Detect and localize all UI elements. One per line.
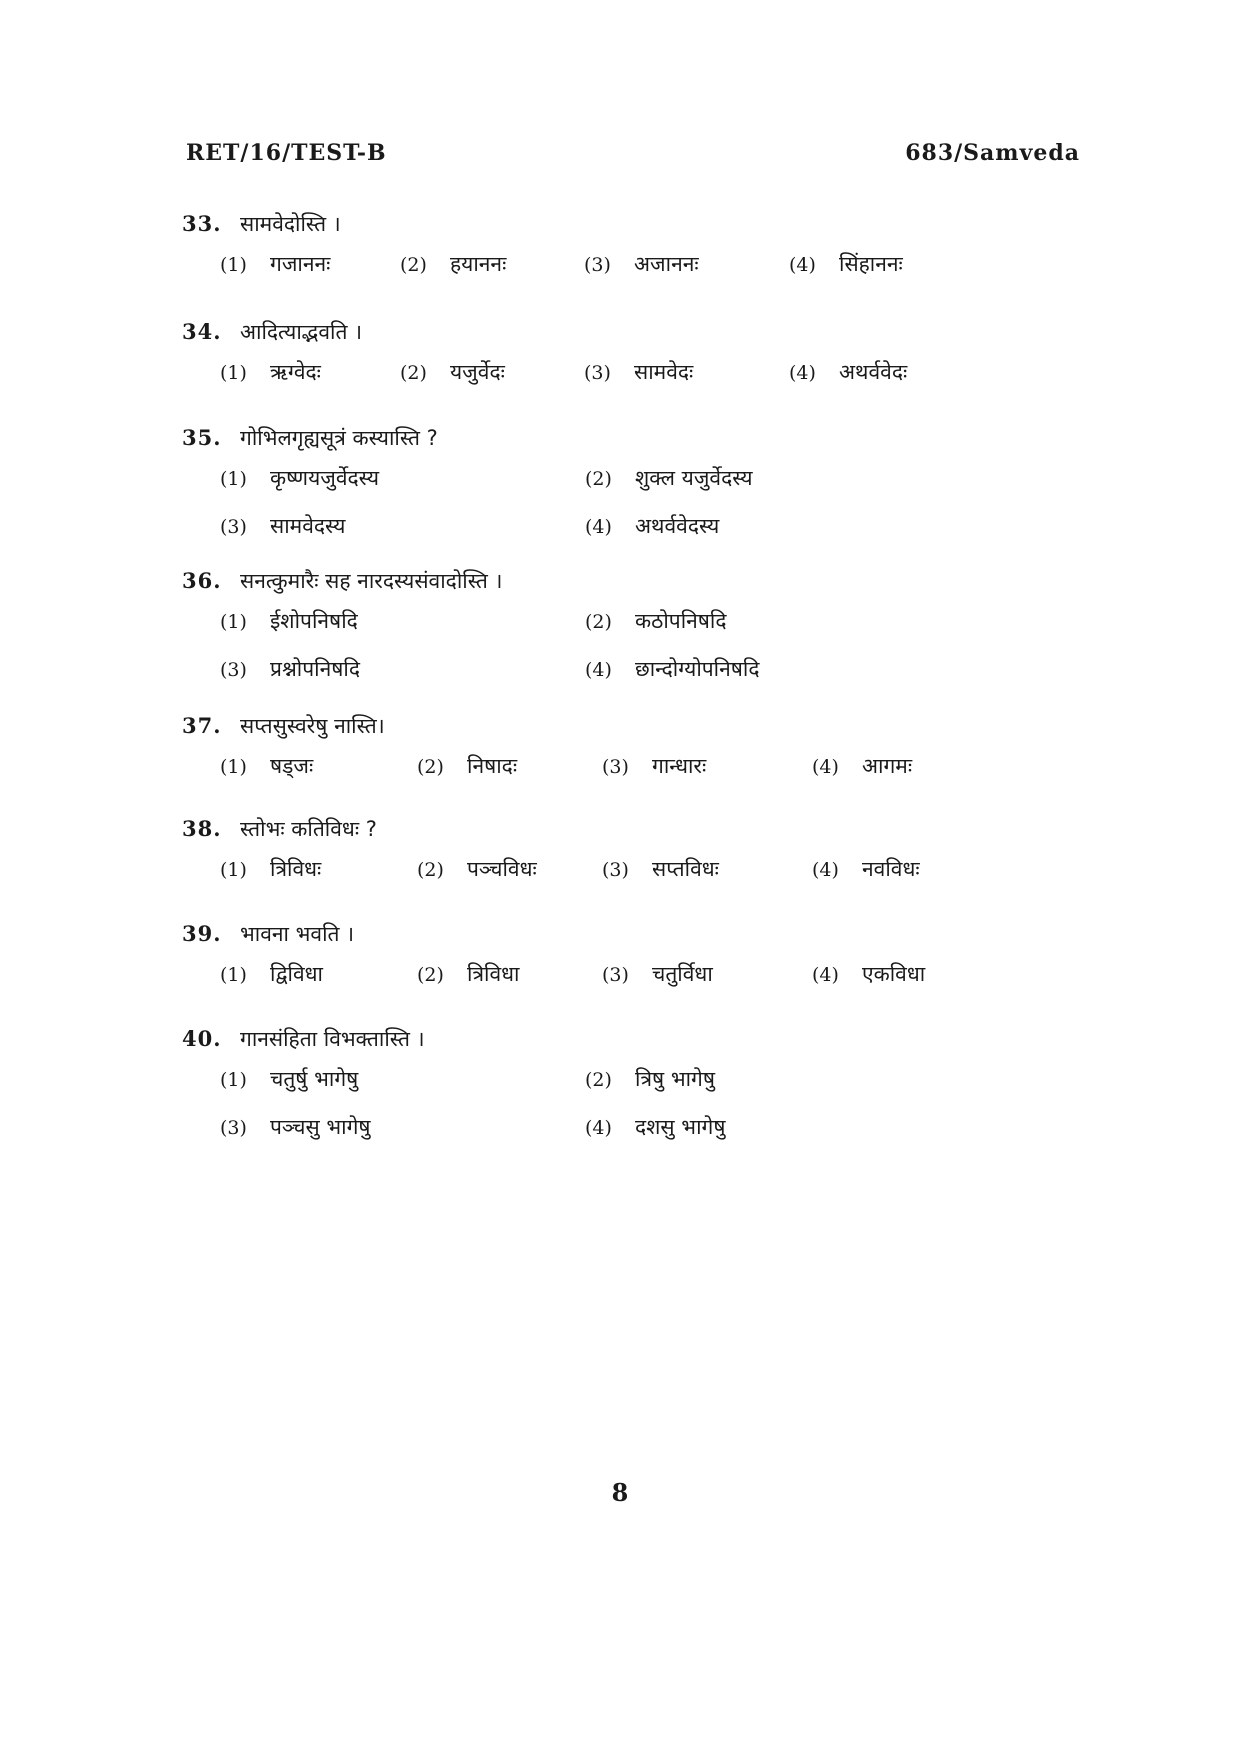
option-4 [585, 512, 719, 540]
question-3 [182, 424, 1102, 560]
option-3 [602, 960, 713, 988]
option-number: (2) [417, 859, 444, 881]
option-1 [220, 960, 323, 988]
option-number: (3) [602, 756, 629, 778]
question-stem [182, 712, 1102, 752]
option-text: ऋग्वेदः [270, 360, 321, 384]
option-text: चतुर्विधा [652, 962, 713, 986]
question-stem [182, 1025, 1102, 1065]
option-2 [417, 752, 517, 780]
option-1 [220, 607, 358, 635]
option-number: (4) [812, 756, 839, 778]
question-text: स्तोभः कतिविधः ? [240, 817, 377, 841]
option-text: प्रश्नोपनिषदि [270, 657, 360, 681]
option-text: निषादः [467, 754, 518, 778]
options-row [182, 358, 1102, 406]
option-text: नवविधः [862, 857, 920, 881]
paper-code: 683/Samveda [905, 140, 1080, 166]
option-1 [220, 250, 330, 278]
option-number: (1) [220, 859, 247, 881]
question-stem [182, 815, 1102, 855]
options-row [182, 960, 1102, 1008]
question-number: 38. [182, 816, 222, 841]
option-text: यजुर्वेदः [450, 360, 505, 384]
question-number: 34. [182, 319, 222, 344]
option-text: षड्जः [270, 754, 314, 778]
option-1 [220, 464, 379, 492]
question-2 [182, 318, 1102, 406]
question-8 [182, 1025, 1102, 1161]
page-number: 8 [611, 1478, 629, 1507]
question-stem [182, 424, 1102, 464]
option-2 [585, 607, 727, 635]
question-6 [182, 815, 1102, 903]
option-number: (4) [789, 362, 816, 384]
options-row [182, 655, 1102, 703]
option-4 [585, 655, 760, 683]
question-4 [182, 567, 1102, 703]
option-number: (4) [585, 1117, 612, 1139]
option-4 [789, 358, 907, 386]
question-number: 33. [182, 211, 222, 236]
question-stem [182, 210, 1102, 250]
option-number: (3) [220, 1117, 247, 1139]
question-number: 40. [182, 1026, 222, 1051]
option-2 [417, 960, 520, 988]
option-4 [812, 960, 925, 988]
option-text: एकविधा [862, 962, 926, 986]
option-number: (2) [417, 756, 444, 778]
option-3 [584, 250, 699, 278]
option-3 [602, 752, 706, 780]
option-number: (3) [584, 362, 611, 384]
option-text: गान्धारः [652, 754, 707, 778]
option-4 [812, 752, 912, 780]
question-7 [182, 920, 1102, 1008]
option-text: कठोपनिषदि [635, 609, 727, 633]
option-number: (2) [400, 254, 427, 276]
option-text: अजाननः [634, 252, 699, 276]
option-text: छान्दोग्योपनिषदि [635, 657, 760, 681]
question-text: गानसंहिता विभक्तास्ति । [240, 1027, 425, 1051]
option-1 [220, 358, 321, 386]
option-text: शुक्ल यजुर्वेदस्य [635, 466, 753, 490]
options-row [182, 1065, 1102, 1113]
option-text: कृष्णयजुर्वेदस्य [270, 466, 380, 490]
option-number: (4) [585, 659, 612, 681]
options-row [182, 250, 1102, 298]
option-4 [812, 855, 920, 883]
option-number: (3) [220, 516, 247, 538]
question-1 [182, 210, 1102, 298]
option-text: पञ्चविधः [467, 857, 537, 881]
option-3 [220, 512, 345, 540]
question-stem [182, 567, 1102, 607]
question-text: सनत्कुमारैः सह नारदस्यसंवादोस्ति । [240, 569, 503, 593]
option-number: (1) [220, 362, 247, 384]
option-2 [417, 855, 537, 883]
option-3 [220, 655, 360, 683]
question-number: 35. [182, 425, 222, 450]
option-3 [602, 855, 719, 883]
option-text: गजाननः [270, 252, 331, 276]
option-number: (1) [220, 756, 247, 778]
question-text: आदित्याद्भवति । [240, 320, 363, 344]
option-3 [220, 1113, 371, 1141]
option-number: (4) [812, 964, 839, 986]
option-1 [220, 752, 313, 780]
option-3 [584, 358, 693, 386]
option-number: (1) [220, 964, 247, 986]
question-stem [182, 920, 1102, 960]
options-row [182, 464, 1102, 512]
option-2 [585, 1065, 715, 1093]
question-stem [182, 318, 1102, 358]
option-text: सिंहाननः [839, 252, 903, 276]
question-text: भावना भवति । [240, 922, 355, 946]
option-2 [585, 464, 753, 492]
option-text: चतुर्षु भागेषु [270, 1067, 359, 1091]
option-4 [585, 1113, 725, 1141]
question-text: सामवेदोस्ति । [240, 212, 341, 236]
option-text: हयाननः [450, 252, 507, 276]
option-number: (2) [417, 964, 444, 986]
option-number: (3) [602, 859, 629, 881]
option-text: अथर्ववेदः [839, 360, 908, 384]
option-4 [789, 250, 903, 278]
option-text: त्रिविधः [270, 857, 322, 881]
option-number: (3) [220, 659, 247, 681]
option-number: (4) [585, 516, 612, 538]
option-text: सामवेदः [634, 360, 694, 384]
option-number: (2) [400, 362, 427, 384]
option-number: (2) [585, 1069, 612, 1091]
option-text: सप्तविधः [652, 857, 719, 881]
option-text: आगमः [862, 754, 913, 778]
question-text: सप्तसुस्वरेषु नास्ति। [240, 714, 385, 738]
option-text: त्रिषु भागेषु [635, 1067, 716, 1091]
option-number: (3) [602, 964, 629, 986]
option-text: अथर्ववेदस्य [635, 514, 720, 538]
option-text: सामवेदस्य [270, 514, 346, 538]
options-row [182, 512, 1102, 560]
option-1 [220, 855, 321, 883]
question-5 [182, 712, 1102, 800]
option-text: पञ्चसु भागेषु [270, 1115, 371, 1139]
option-number: (1) [220, 1069, 247, 1091]
option-2 [400, 250, 506, 278]
options-row [182, 1113, 1102, 1161]
option-1 [220, 1065, 358, 1093]
question-number: 36. [182, 568, 222, 593]
option-number: (1) [220, 254, 247, 276]
option-text: द्विविधा [270, 962, 323, 986]
option-number: (4) [789, 254, 816, 276]
option-text: दशसु भागेषु [635, 1115, 726, 1139]
option-text: त्रिविधा [467, 962, 520, 986]
question-number: 37. [182, 713, 222, 738]
option-number: (1) [220, 468, 247, 490]
options-row [182, 855, 1102, 903]
option-number: (2) [585, 468, 612, 490]
option-number: (2) [585, 611, 612, 633]
question-text: गोभिलगृह्यसूत्रं कस्यास्ति ? [240, 426, 438, 450]
option-number: (1) [220, 611, 247, 633]
option-2 [400, 358, 505, 386]
exam-code: RET/16/TEST-B [186, 140, 387, 166]
options-row [182, 752, 1102, 800]
option-number: (4) [812, 859, 839, 881]
option-text: ईशोपनिषदि [270, 609, 358, 633]
option-number: (3) [584, 254, 611, 276]
question-number: 39. [182, 921, 222, 946]
options-row [182, 607, 1102, 655]
